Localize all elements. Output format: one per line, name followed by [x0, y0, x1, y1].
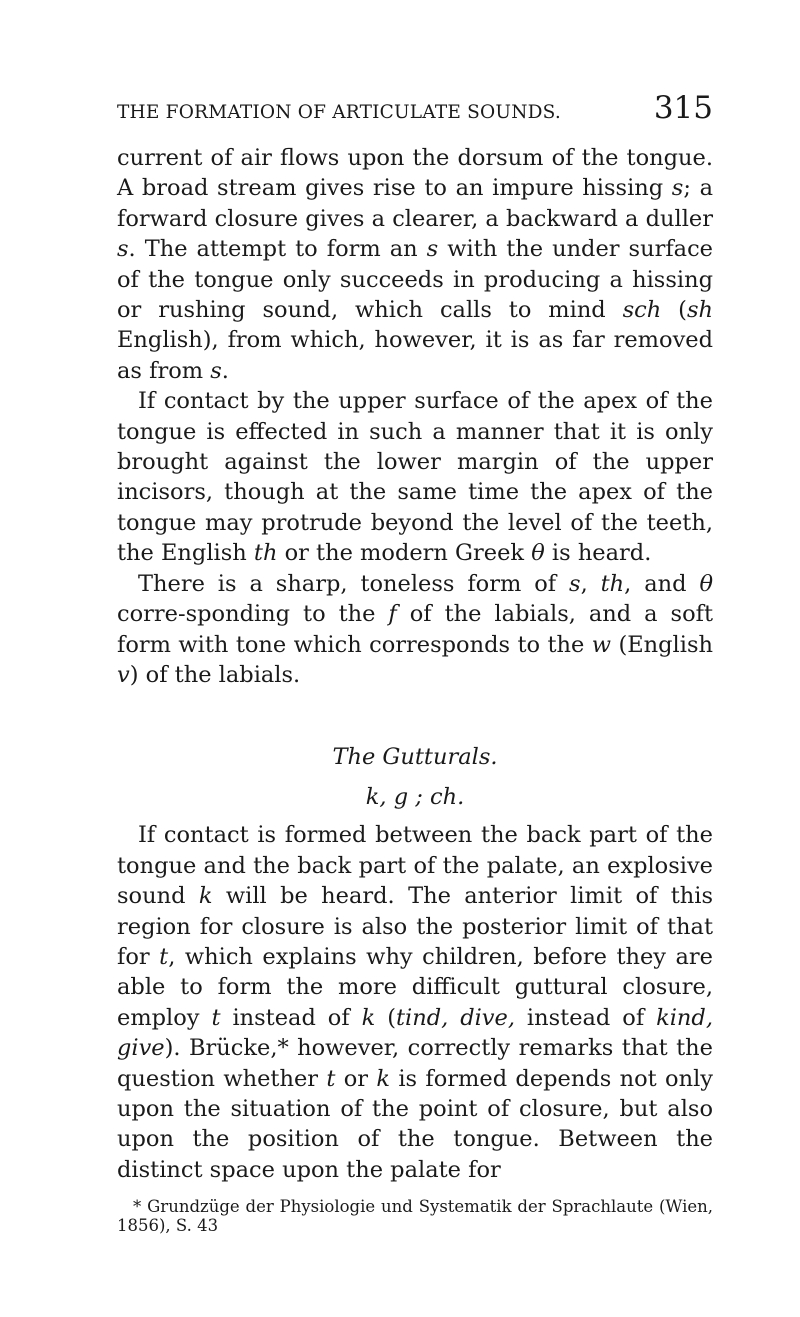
italic-term: kind, give	[117, 1004, 713, 1062]
italic-term: k	[361, 1004, 376, 1031]
text-run: .	[221, 357, 229, 384]
body-paragraph	[117, 569, 713, 691]
italic-term: sh	[686, 297, 713, 324]
body-paragraph	[117, 386, 713, 568]
text-run: or the modern Greek	[277, 540, 532, 567]
text-run: or	[335, 1065, 377, 1092]
text-run: instead of	[220, 1004, 362, 1031]
text-run: current of air flows upon the dorsum of the tongue. A broad stream gives rise to an impure hissing	[117, 145, 713, 202]
italic-term: tind, dive,	[395, 1004, 515, 1031]
italic-term: k	[198, 883, 213, 910]
italic-term: θ	[531, 540, 545, 567]
italic-term: s	[569, 570, 581, 597]
text-run: (English	[611, 631, 713, 658]
footnote	[117, 1197, 713, 1235]
italic-term: t	[211, 1004, 221, 1031]
italic-term: th	[600, 570, 625, 597]
text-run: (	[375, 1004, 396, 1031]
text-run: ,	[580, 570, 601, 597]
italic-term: t	[159, 943, 169, 970]
footnote-mark: *	[133, 1197, 142, 1217]
italic-term: θ	[699, 570, 713, 597]
section-subtitle: k, g ; ch.	[365, 784, 465, 811]
italic-term: s	[117, 236, 129, 263]
text-run: There is a sharp, toneless form of	[138, 570, 570, 597]
text-run: is formed depends not only upon the situation of the point of closure, but also upon the position of the tongue. Between the distinct space upon the palate for	[117, 1065, 713, 1183]
italic-term: t	[326, 1065, 336, 1092]
italic-term: w	[591, 631, 612, 658]
text-run: ) of the labials.	[129, 661, 301, 688]
text-run: , and	[624, 570, 700, 597]
text-run: will be heard. The anterior limit of this region for closure is also the posterior limit of that for	[117, 883, 713, 970]
text-run: , which explains why children, before they are able to form the more difficult guttural closure, employ	[117, 943, 713, 1031]
text-run: ). Brücke,* however, correctly remarks that the question whether	[117, 1035, 713, 1092]
text-run: corre-sponding to the	[117, 601, 389, 628]
body-text	[117, 143, 713, 690]
text-run: of the labials, and a soft form with tone which corresponds to the	[117, 601, 714, 658]
text-run: is heard.	[544, 540, 652, 567]
italic-term: f	[388, 601, 397, 628]
text-run: English), from which, however, it is as far removed as from	[117, 327, 713, 384]
page-number: 315	[653, 90, 713, 126]
text-run: If contact is formed between the back part of the tongue and the back part of the palate, an explosive sound	[117, 822, 713, 910]
italic-term: s	[671, 175, 684, 202]
footnote-text: Grundzüge der Physiologie und Systematik der Sprachlaute (Wien, 1856), S. 43	[117, 1197, 713, 1236]
section-paragraph	[117, 820, 713, 1185]
italic-term: s	[426, 236, 439, 263]
text-run: ; a forward closure gives a clearer, a backward a duller	[117, 175, 713, 232]
text-run: (	[661, 297, 687, 324]
text-run: If contact by the upper surface of the apex of the tongue is effected in such a manner that it is only brought against the lower margin of the upper incisors, though at the same time the apex of the tongue may protrude beyond the level of the teeth, the English	[117, 388, 713, 567]
section-body-text	[117, 820, 713, 1185]
text-run: . The attempt to form an	[128, 236, 427, 263]
text-run: with the under surface of the tongue only succeeds in producing a hissing or rushing sound, which calls to mind	[117, 236, 713, 324]
italic-term: k	[376, 1065, 391, 1092]
section-title: The Gutturals.	[332, 744, 498, 771]
text-run: instead of	[514, 1004, 657, 1031]
italic-term: th	[253, 540, 278, 567]
italic-term: sch	[622, 297, 662, 324]
page-header	[117, 90, 713, 143]
book-page	[117, 90, 714, 1236]
running-head: THE FORMATION OF ARTICULATE SOUNDS.	[117, 102, 561, 123]
body-paragraph	[117, 143, 713, 386]
italic-term: v	[117, 661, 130, 688]
italic-term: s	[210, 357, 222, 384]
